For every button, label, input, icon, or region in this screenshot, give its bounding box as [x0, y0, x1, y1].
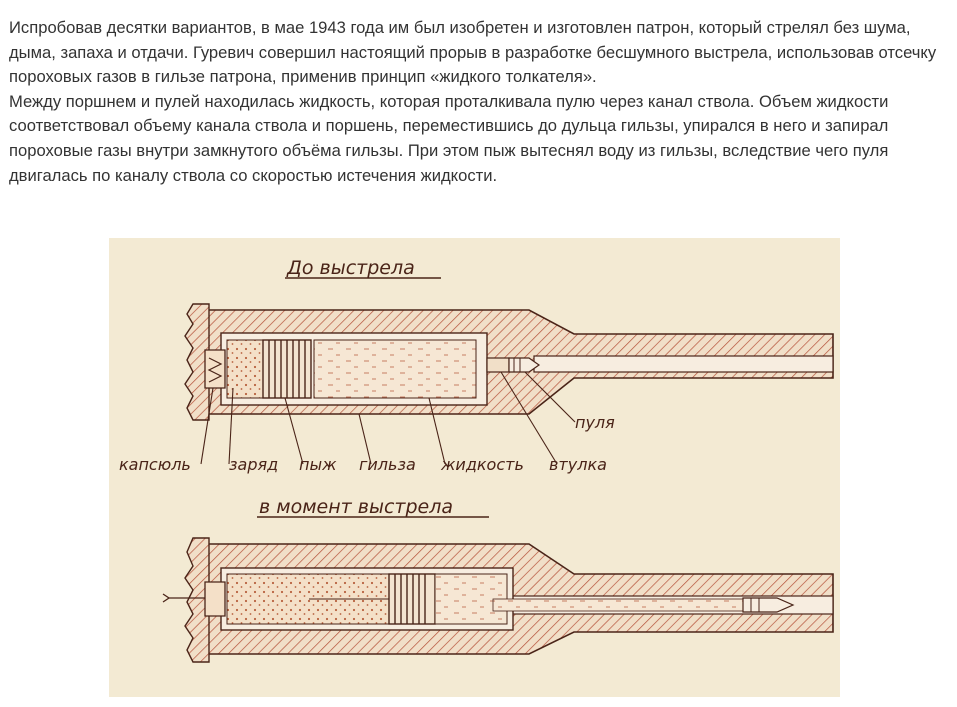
wad-lines — [263, 340, 311, 398]
article-text — [9, 16, 949, 188]
wad-lines-2 — [389, 574, 435, 624]
primer — [205, 350, 225, 388]
paragraph-1: Испробовав десятки вариантов, в мае 1943 года им был изобретен и изготовлен патрон, который стрелял без шума, дыма, запаха и отдачи. Гуревич совершил настоящий прорыв в разработке бесшумного выстрела, использовав отсечку пороховых газов в гильзе патрона, применив принцип «жидкого толкателя». — [9, 18, 937, 87]
label-charge: заряд — [229, 455, 279, 474]
liquid-jet — [493, 599, 743, 611]
label-bullet: пуля — [575, 413, 615, 432]
title-before: До выстрела — [287, 257, 415, 279]
label-case: гильза — [359, 455, 416, 474]
cartridge-diagram — [109, 238, 840, 697]
diagram-svg — [109, 238, 840, 697]
label-liquid: жидкость — [441, 455, 524, 474]
label-sleeve: втулка — [549, 455, 607, 474]
primer-2 — [205, 582, 225, 616]
barrel-bore — [534, 356, 833, 372]
paragraph-2: Между поршнем и пулей находилась жидкость, которая проталкивала пулю через канал ствола. Объем жидкости соответствовал объему канала ствола и поршень, переместившись до дульца гильзы, упирался в него и запирал пороховые газы внутри замкнутого объёма гильзы. При этом пыж вытеснял воду из гильзы, вследствие чего пуля двигалась по каналу ствола со скоростью истечения жидкости. — [9, 91, 889, 185]
during-shot-drawing — [163, 496, 833, 662]
sleeve — [487, 358, 509, 372]
label-wad: пыж — [299, 455, 337, 474]
title-during: в момент выстрела — [259, 496, 453, 518]
label-primer: капсюль — [119, 455, 191, 474]
before-shot-drawing — [119, 257, 833, 474]
liquid-area — [314, 340, 476, 398]
